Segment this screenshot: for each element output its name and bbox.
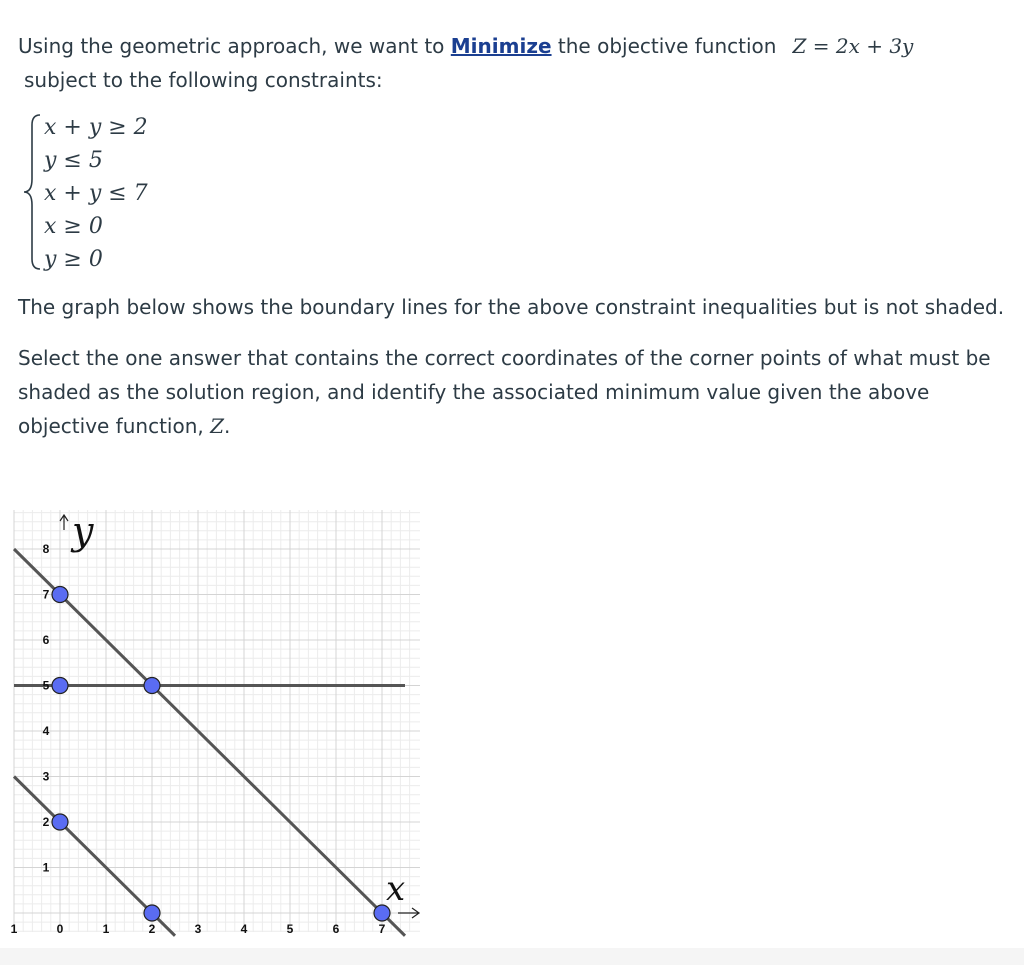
boundary-lines (14, 549, 405, 936)
y-tick-label: 1 (42, 860, 50, 875)
x-axis-label: x (386, 869, 406, 909)
constraint-2: y ≤ 5 (44, 148, 103, 173)
x-tick-label: 1 (102, 922, 110, 936)
constraint-5: y ≥ 0 (44, 247, 103, 272)
y-tick-label: 2 (42, 815, 50, 829)
constraint-3: x + y ≤ 7 (44, 181, 148, 206)
bottom-band (0, 948, 1024, 965)
y-tick-label: 3 (42, 769, 50, 784)
instructions-var: Z (210, 414, 225, 438)
x-tick-label: 5 (286, 922, 294, 936)
corner-point (52, 587, 68, 603)
minimize-emphasis: Minimize (450, 34, 552, 58)
left-brace-icon (22, 113, 42, 271)
corner-point (52, 814, 68, 830)
question-intro (18, 29, 1008, 97)
x-tick-label: 1 (10, 922, 18, 936)
y-axis-arrow-icon (60, 515, 68, 530)
y-tick-label: 8 (42, 542, 50, 556)
corner-point (52, 678, 68, 694)
x-tick-label: 7 (378, 922, 386, 936)
constraint-4: x ≥ 0 (44, 214, 103, 239)
y-tick-label: 4 (42, 724, 50, 738)
x-tick-label: 6 (332, 922, 340, 936)
y-tick-label: 7 (42, 587, 50, 602)
y-tick-label: 5 (42, 678, 50, 693)
corner-point (144, 678, 160, 694)
graph-grid (14, 510, 420, 932)
graph-note: The graph below shows the boundary lines for the above constraint inequalities but is not shaded. (18, 295, 1005, 319)
x-tick-label: 3 (194, 922, 202, 936)
y-tick-label: 6 (42, 633, 50, 647)
constraint-graph (0, 500, 440, 948)
y-axis-label: y (72, 509, 94, 553)
x-tick-label: 2 (148, 922, 156, 936)
boundary-line (14, 549, 405, 936)
constraint-1: x + y ≥ 2 (44, 115, 148, 140)
x-tick-label: 0 (56, 922, 64, 936)
intro-line2: subject to the following constraints: (24, 68, 383, 92)
intro-text-before: Using the geometric approach, we want to (18, 34, 451, 58)
objective-function: Z = 2x + 3y (792, 34, 914, 58)
intro-text-after: the objective function (551, 34, 777, 58)
corner-point (144, 905, 160, 921)
x-tick-label: 4 (240, 922, 248, 936)
x-axis-arrow-icon (398, 908, 419, 918)
axis-arrows (60, 509, 419, 918)
instructions-text: Select the one answer that contains the correct coordinates of the corner points of what must be shaded as the solution region, and identify the associated minimum value given the above objective function, (18, 346, 991, 438)
instructions (18, 341, 1008, 443)
instructions-end: . (224, 414, 231, 438)
